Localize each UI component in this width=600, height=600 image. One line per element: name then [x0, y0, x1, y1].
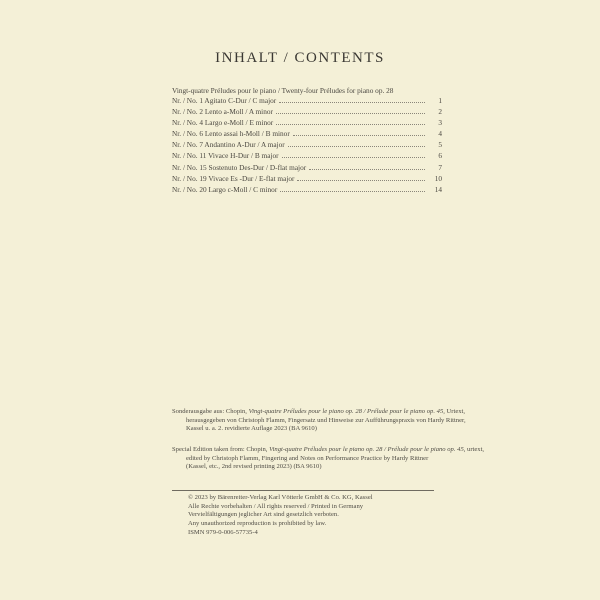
dot-leader [288, 146, 425, 147]
toc-entry-label: Nr. / No. 7 Andantino A-Dur / A major [172, 140, 285, 150]
toc-entry[interactable] [172, 129, 442, 140]
toc-entry-page: 6 [438, 151, 442, 161]
dot-leader [276, 124, 425, 125]
edition-de-work-title: Vingt-quatre Préludes pour le piano op. 28 / Prélude pour le piano op. 45, [248, 408, 445, 415]
dot-leader [279, 102, 425, 103]
toc-entry[interactable] [172, 163, 442, 174]
rights-line: Alle Rechte vorbehalten / All rights reserved / Printed in Germany [188, 502, 364, 510]
edition-note-english [172, 446, 485, 472]
edition-en-work-title: Vingt-quatre Préludes pour le piano op. 28 / Prélude pour le piano op. 45, [269, 446, 466, 453]
page-title: INHALT / CONTENTS [215, 50, 385, 66]
toc-entry-label: Nr. / No. 15 Sostenuto Des-Dur / D-flat major [172, 162, 307, 172]
toc-entry-page: 1 [438, 96, 442, 105]
toc-entry-page: 10 [434, 173, 442, 183]
edition-en-line-2: edited by Christoph Flamm, Fingering and Notes on Performance Practice by Hardy Rittner [186, 454, 429, 462]
edition-en-suffix: urtext, [465, 446, 485, 453]
toc-entry-label: Nr. / No. 4 Largo e-Moll / E minor [172, 118, 274, 128]
toc-entry[interactable] [172, 118, 442, 129]
divider [172, 490, 434, 491]
collection-subtitle: Vingt-quatre Préludes pour le piano / Twenty-four Préludes for piano op. 28 [172, 86, 394, 95]
toc-entry-label: Nr. / No. 19 Vivace Es -Dur / E-flat major [172, 173, 295, 183]
ismn-line: ISMN 979-0-006-57735-4 [188, 528, 258, 536]
dot-leader [282, 157, 425, 158]
copyright-line: © 2023 by Bärenreiter-Verlag Karl Vötterle GmbH & Co. KG, Kassel [188, 494, 373, 501]
edition-note-german [172, 408, 466, 434]
edition-de-line-3: Kassel u. a. 2. revidierte Auflage 2023 (BA 9610) [186, 425, 317, 433]
dot-leader [293, 135, 425, 136]
edition-de-line-2: herausgegeben von Christoph Flamm, Fingersatz und Hinweise zur Aufführungspraxis von Hardy Rittner, [186, 416, 466, 424]
toc-entry-page: 5 [438, 140, 442, 150]
edition-en-prefix: Special Edition taken from: Chopin, [172, 446, 270, 453]
toc-entry-label: Nr. / No. 11 Vivace H-Dur / B major [172, 151, 279, 161]
toc-entry-label: Nr. / No. 2 Lento a-Moll / A minor [172, 107, 273, 117]
toc-entry-page: 2 [438, 107, 442, 117]
toc-entry[interactable] [172, 107, 442, 118]
toc-entry-page: 14 [434, 184, 442, 194]
edition-en-line-3: (Kassel, etc., 2nd revised printing 2023) (BA 9610) [186, 463, 322, 471]
toc-entry-label: Nr. / No. 20 Largo c-Moll / C minor [172, 184, 278, 194]
copyright-block [188, 494, 373, 538]
dot-leader [276, 113, 425, 114]
toc-entry-page: 4 [438, 129, 442, 139]
toc-entry[interactable] [172, 174, 442, 185]
toc-entry-label: Nr. / No. 6 Lento assai h-Moll / B minor [172, 129, 290, 139]
edition-de-suffix: Urtext, [444, 408, 466, 415]
edition-de-prefix: Sonderausgabe aus: Chopin, [172, 408, 249, 415]
dot-leader [280, 191, 425, 192]
toc-entry[interactable] [172, 140, 442, 151]
toc-entry-page: 3 [438, 118, 442, 128]
reproduction-line-en: Any unauthorized reproduction is prohibited by law. [188, 520, 327, 528]
toc-entry-label: Nr. / No. 1 Agitato C-Dur / C major [172, 96, 277, 105]
toc-entry[interactable] [172, 96, 442, 107]
dot-leader [309, 169, 425, 170]
toc-entry[interactable] [172, 185, 442, 196]
reproduction-line-de: Vervielfältigungen jeglicher Art sind gesetzlich verboten. [188, 511, 339, 519]
table-of-contents [172, 96, 442, 196]
toc-entry-page: 7 [438, 162, 442, 172]
toc-entry[interactable] [172, 151, 442, 162]
dot-leader [297, 180, 425, 181]
